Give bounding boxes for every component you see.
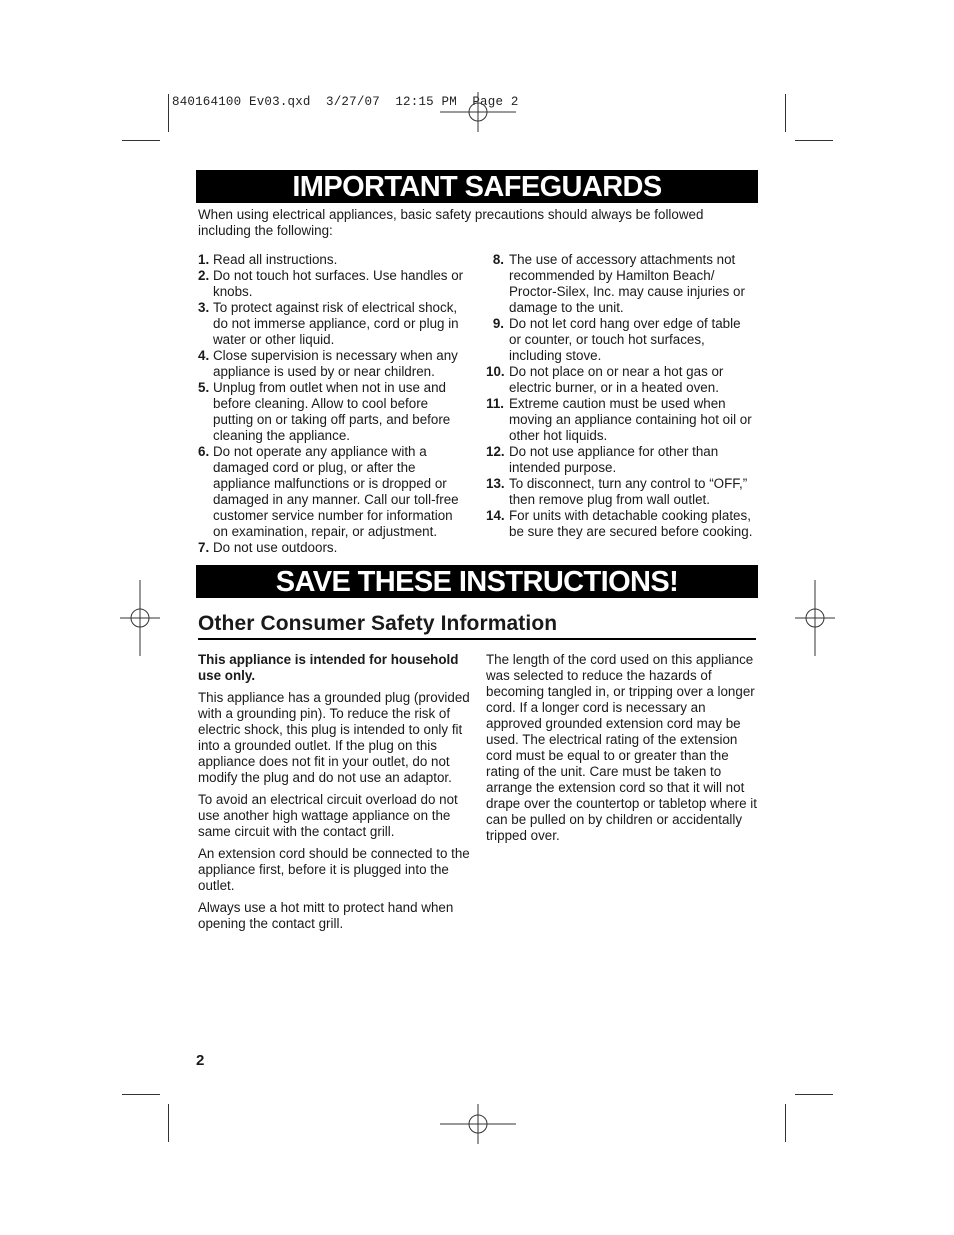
safety-info-right-column [486, 652, 758, 850]
printer-slug: 840164100 Ev03.qxd 3/27/07 12:15 PM Page 2 [172, 95, 519, 109]
safeguard-number: 3. [198, 300, 210, 315]
safeguard-number: 8. [492, 252, 504, 267]
safeguard-number: 9. [492, 316, 504, 331]
crop-mark [122, 140, 160, 141]
safeguard-text: The use of accessory attachments not recommended by Hamilton Beach/ Proctor-Silex, Inc. may cause injuries or damage to the unit. [509, 252, 745, 315]
page-number: 2 [196, 1052, 205, 1069]
safeguard-number: 5. [198, 380, 210, 395]
registration-mark-bottom [440, 1104, 516, 1144]
safety-info-left-column [198, 652, 470, 938]
safeguard-item [486, 444, 756, 476]
safeguard-item [198, 300, 470, 348]
paragraph: The length of the cord used on this appliance was selected to reduce the hazards of becoming tangled in, or tripping over a longer cord. If a longer cord is necessary an approved grounded extension cord may be used. The electrical rating of the extension cord must be equal to or greater than the rating of the unit. Care must be taken to arrange the extension cord so that it will not drape over the countertop or tabletop where it can be pulled on by children or accidentally tripped over. [486, 652, 757, 843]
crop-mark [785, 1104, 786, 1142]
paragraph: This appliance is intended for household use only. [198, 652, 459, 683]
safeguard-number: 1. [198, 252, 210, 267]
safeguard-text: Unplug from outlet when not in use and before cleaning. Allow to cool before putting on or taking off parts, and before cleaning the appliance. [213, 380, 451, 443]
save-instructions-banner: SAVE THESE INSTRUCTIONS! [196, 565, 758, 598]
safeguard-text: Extreme caution must be used when moving an appliance containing hot oil or other hot liquids. [509, 396, 752, 443]
safeguard-text: Do not place on or near a hot gas or electric burner, or in a heated oven. [509, 364, 724, 395]
crop-mark [168, 94, 169, 132]
safeguard-item [198, 252, 470, 268]
safeguard-text: Do not operate any appliance with a damaged cord or plug, or after the appliance malfunctions or is dropped or damaged in any manner. Call our toll-free customer service number for information on examination, repair, or adjustment. [213, 444, 459, 539]
safeguard-text: Do not let cord hang over edge of table or counter, or touch hot surfaces, including stove. [509, 316, 741, 363]
safeguard-item [486, 396, 756, 444]
safeguard-number: 7. [198, 540, 210, 555]
crop-mark [168, 1104, 169, 1142]
safeguard-number: 10. [486, 364, 505, 379]
safeguards-list-right [486, 252, 756, 540]
safeguard-item [198, 348, 470, 380]
safeguard-item [198, 380, 470, 444]
section-heading: Other Consumer Safety Information [198, 612, 756, 640]
important-safeguards-banner: IMPORTANT SAFEGUARDS [196, 170, 758, 203]
safeguard-item [198, 268, 470, 300]
paragraph: This appliance has a grounded plug (provided with a grounding pin). To reduce the risk of electric shock, this plug is intended to only fit into a grounded outlet. If the plug on this appliance does not fit in your outlet, do not modify the plug and do not use an adaptor. [198, 690, 470, 785]
registration-mark-top [440, 92, 516, 132]
safeguard-number: 12. [486, 444, 505, 459]
safeguard-item [486, 316, 756, 364]
registration-mark-left [120, 580, 160, 656]
safeguard-number: 2. [198, 268, 210, 283]
safeguard-text: Do not use appliance for other than intended purpose. [509, 444, 719, 475]
safeguards-list-left [198, 252, 470, 556]
crop-mark [785, 94, 786, 132]
safeguard-number: 4. [198, 348, 210, 363]
paragraph: An extension cord should be connected to the appliance first, before it is plugged into the outlet. [198, 846, 470, 893]
safeguard-item [486, 364, 756, 396]
registration-mark-right [795, 580, 835, 656]
crop-mark [122, 1094, 160, 1095]
safeguard-item [486, 252, 756, 316]
safeguard-number: 6. [198, 444, 210, 459]
safeguard-number: 13. [486, 476, 505, 491]
safeguard-item [198, 540, 470, 556]
safeguard-text: Do not touch hot surfaces. Use handles or knobs. [213, 268, 464, 299]
crop-mark [795, 1094, 833, 1095]
safeguard-number: 11. [486, 396, 504, 411]
safeguard-text: To protect against risk of electrical shock, do not immerse appliance, cord or plug in water or other liquid. [213, 300, 459, 347]
paragraph: To avoid an electrical circuit overload do not use another high wattage appliance on the same circuit with the contact grill. [198, 792, 458, 839]
safeguard-text: Do not use outdoors. [213, 540, 338, 555]
safeguard-number: 14. [486, 508, 505, 523]
safeguard-text: Close supervision is necessary when any appliance is used by or near children. [213, 348, 458, 379]
paragraph: Always use a hot mitt to protect hand when opening the contact grill. [198, 900, 454, 931]
crop-mark [795, 140, 833, 141]
safeguard-text: To disconnect, turn any control to “OFF,” then remove plug from wall outlet. [509, 476, 748, 507]
safeguard-item [198, 444, 470, 540]
safeguard-text: For units with detachable cooking plates, be sure they are secured before cooking. [509, 508, 753, 539]
intro-text: When using electrical appliances, basic safety precautions should always be followed including the following: [198, 207, 704, 238]
safeguard-text: Read all instructions. [213, 252, 338, 267]
safeguard-item [486, 508, 756, 540]
safeguard-item [486, 476, 756, 508]
